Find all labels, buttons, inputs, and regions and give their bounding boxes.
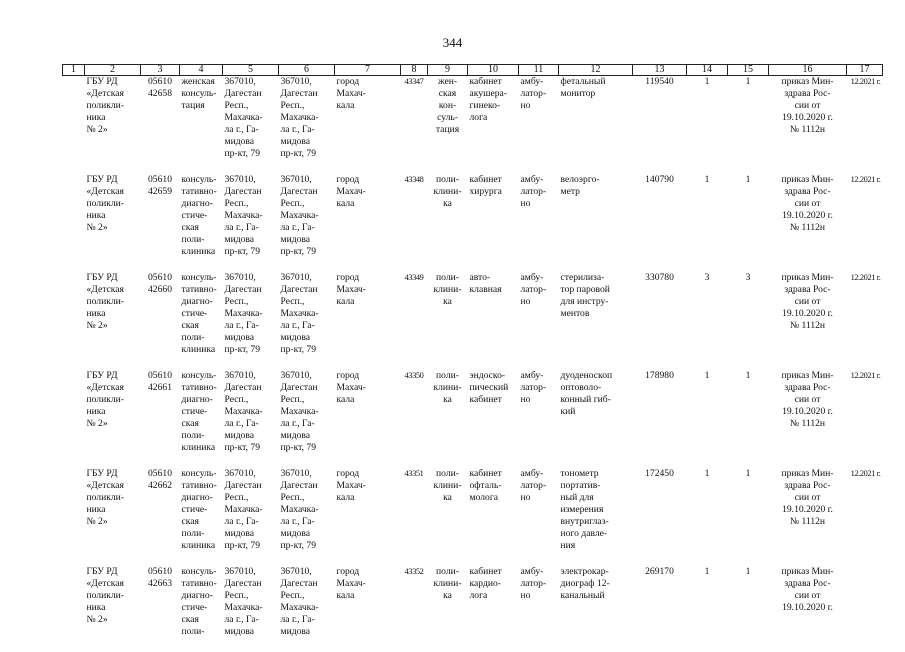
table-cell-col-6: 367010, Дагестан Респ., Махачка- ла г., Га- мидова пр-кт, 79 [280,76,319,159]
table-cell-col-15: 1 [745,468,751,479]
table-cell-col-8: 43349 [404,273,424,282]
column-header-5: 5 [223,65,279,76]
table-cell-col-11: амбу- латор- но [520,370,547,405]
table-cell-col-5: 367010, Дагестан Респ., Махачка- ла г., Га- мидова пр-кт, 79 [224,370,263,453]
table-cell-col-5: 367010, Дагестан Респ., Махачка- ла г., Га- мидова пр-кт, 79 [224,468,263,551]
column-header-8: 8 [401,65,428,76]
table-cell-col-10: эндоско- пический кабинет [469,370,509,405]
table-cell-col-5: 367010, Дагестан Респ., Махачка- ла г., Га- мидова пр-кт, 79 [224,174,263,257]
table-cell-col-9: поли- клини- ка [433,370,462,405]
column-header-13: 13 [633,65,687,76]
table-cell-col-14: 3 [704,272,710,283]
table-cell-col-16: приказ Мин- здрава Рос- сии от 19.10.2020 г. № 1112н [781,370,834,429]
table-cell-col-9: поли- клини- ка [433,468,462,503]
table-row [63,566,883,652]
table-cell-col-3: 05610 42663 [148,566,172,589]
table-cell-col-17: 12.2021 г. [850,175,881,184]
table-cell-col-13: 119540 [645,76,674,87]
table-cell-col-3: 05610 42662 [148,468,172,491]
table-cell-col-1 [63,76,85,175]
table-cell-col-4: консуль- тативно- диагно- стиче- ская поли- клиника [181,174,217,257]
table-cell-col-7: город Махач- кала [336,272,366,307]
table-cell-col-9: поли- клини- ка [433,566,462,601]
table-cell-col-8: 43347 [404,77,424,86]
table-cell-col-15: 1 [745,566,751,577]
table-cell-col-4: консуль- тативно- диагно- стиче- ская поли- клиника [181,272,217,355]
table-cell-col-5: 367010, Дагестан Респ., Махачка- ла г., Га- мидова пр-кт, 79 [224,272,263,355]
table-cell-col-12: велоэрго- метр [560,174,600,197]
table-cell-col-12: стерилиза- тор паровой для инстру- ментов [560,272,610,319]
column-number-row [63,65,883,76]
table-cell-col-1 [63,566,85,652]
table-cell-col-16: приказ Мин- здрава Рос- сии от 19.10.2020 г. № 1112н [781,76,834,135]
table-cell-col-14: 1 [704,174,710,185]
table-cell-col-11: амбу- латор- но [520,468,547,503]
table-cell-col-9: поли- клини- ка [433,174,462,209]
column-header-4: 4 [180,65,223,76]
table-cell-col-7: город Махач- кала [336,174,366,209]
table-cell-col-13: 330780 [645,272,674,283]
table-cell-col-13: 269170 [645,566,674,577]
table-cell-col-8: 43352 [404,567,424,576]
table-cell-col-6: 367010, Дагестан Респ., Махачка- ла г., Га- мидова пр-кт, 79 [280,272,319,355]
table-cell-col-11: амбу- латор- но [520,272,547,307]
table-cell-col-2: ГБУ РД «Детская поликли- ника № 2» [86,566,125,625]
table-cell-col-17 [847,566,883,652]
table-cell-col-2: ГБУ РД «Детская поликли- ника № 2» [86,174,125,233]
table-cell-col-10: кабинет кардио- лога [469,566,502,601]
table-cell-col-5: 367010, Дагестан Респ., Махачка- ла г., Га- мидова пр-кт, 79 [224,76,263,159]
table-cell-col-16: приказ Мин- здрава Рос- сии от 19.10.2020 г. № 1112н [781,174,834,233]
table-cell-col-16: приказ Мин- здрава Рос- сии от 19.10.2020 г. № 1112н [781,468,834,527]
table-cell-col-2: ГБУ РД «Детская поликли- ника № 2» [86,370,125,429]
table-cell-col-12: тонометр портатив- ный для измерения внутриглаз- ного давле- ния [560,468,609,551]
column-header-15: 15 [728,65,769,76]
table-cell-col-1 [63,174,85,272]
table-cell-col-7: город Махач- кала [336,468,366,503]
table-cell-col-2: ГБУ РД «Детская поликли- ника № 2» [86,272,125,331]
column-header-3: 3 [141,65,180,76]
column-header-7: 7 [335,65,401,76]
column-header-14: 14 [687,65,728,76]
column-header-12: 12 [559,65,633,76]
table-cell-col-4: консуль- тативно- диагно- стиче- ская поли- клиника [181,468,217,551]
table-row [63,272,883,370]
table-cell-col-3: 05610 42659 [148,174,172,197]
table-cell-col-14: 1 [704,76,710,87]
table-cell-col-2: ГБУ РД «Детская поликли- ника № 2» [86,76,125,135]
table-cell-col-6: 367010, Дагестан Респ., Махачка- ла г., Га- мидова пр-кт, 79 [280,468,319,551]
table-cell-col-16: приказ Мин- здрава Рос- сии от 19.10.2020 г. [781,566,834,613]
table-cell-col-15: 1 [745,370,751,381]
table-cell-col-2: ГБУ РД «Детская поликли- ника № 2» [86,468,125,527]
table-cell-col-11: амбу- латор- но [520,76,547,111]
table-cell-col-17: 12.2021 г. [850,273,881,282]
table-cell-col-15: 1 [745,76,751,87]
column-header-6: 6 [279,65,335,76]
column-header-10: 10 [468,65,519,76]
table-cell-col-14: 1 [704,370,710,381]
column-header-16: 16 [769,65,847,76]
table-cell-col-4: женская консуль- тация [181,76,217,111]
page-number: 344 [442,35,463,50]
table-cell-col-11: амбу- латор- но [520,566,547,601]
table-cell-col-14: 1 [704,468,710,479]
table-cell-col-3: 05610 42660 [148,272,172,295]
table-cell-col-3: 05610 42658 [148,76,172,99]
table-cell-col-10: кабинет хирурга [469,174,502,197]
table-cell-col-7: город Махач- кала [336,566,366,601]
table-cell-col-10: авто- клавная [469,272,502,295]
table-row [63,76,883,175]
column-header-9: 9 [428,65,468,76]
table-cell-col-12: дуоденоскоп оптоволо- конный гиб- кий [560,370,613,417]
table-cell-col-3: 05610 42661 [148,370,172,393]
column-header-2: 2 [85,65,141,76]
table-cell-col-13: 140790 [645,174,674,185]
table-cell-col-7: город Махач- кала [336,370,366,405]
table-cell-col-7: город Махач- кала [336,76,366,111]
table-cell-col-1 [63,370,85,468]
table-cell-col-1 [63,468,85,566]
column-header-1: 1 [63,65,85,76]
table-cell-col-12: фетальный монитор [560,76,606,99]
table-cell-col-10: кабинет акушера- гинеко- лога [469,76,507,123]
table-cell-col-17: 12.2021 г. [850,469,881,478]
table-cell-col-9: поли- клини- ка [433,272,462,307]
table-cell-col-16: приказ Мин- здрава Рос- сии от 19.10.2020 г. № 1112н [781,272,834,331]
table-cell-col-8: 43350 [404,371,424,380]
table-row [63,370,883,468]
table-cell-col-15: 1 [745,174,751,185]
table-cell-col-15: 3 [745,272,751,283]
table-cell-col-12: электрокар- диограф 12- канальный [560,566,610,601]
table-cell-col-8: 43351 [404,469,424,478]
table-cell-col-10: кабинет офталь- молога [469,468,502,503]
table-cell-col-9: жен- ская кон- суль- тация [435,76,460,135]
table-cell-col-5: 367010, Дагестан Респ., Махачка- ла г., Га- мидова [224,566,263,637]
table-cell-col-4: консуль- тативно- диагно- стиче- ская поли- клиника [181,370,217,453]
table-cell-col-6: 367010, Дагестан Респ., Махачка- ла г., Га- мидова пр-кт, 79 [280,370,319,453]
table-cell-col-1 [63,272,85,370]
table-cell-col-14: 1 [704,566,710,577]
table-cell-col-17: 12.2021 г. [850,77,881,86]
table-cell-col-17: 12.2021 г. [850,371,881,380]
equipment-table [62,64,883,652]
table-cell-col-11: амбу- латор- но [520,174,547,209]
column-header-17: 17 [847,65,883,76]
table-cell-col-13: 178980 [645,370,674,381]
table-cell-col-6: 367010, Дагестан Респ., Махачка- ла г., Га- мидова [280,566,319,637]
table-row [63,468,883,566]
table-row [63,174,883,272]
table-cell-col-6: 367010, Дагестан Респ., Махачка- ла г., Га- мидова пр-кт, 79 [280,174,319,257]
table-cell-col-13: 172450 [645,468,674,479]
table-cell-col-4: консуль- тативно- диагно- стиче- ская поли- [181,566,217,637]
column-header-11: 11 [519,65,559,76]
table-cell-col-8: 43348 [404,175,424,184]
